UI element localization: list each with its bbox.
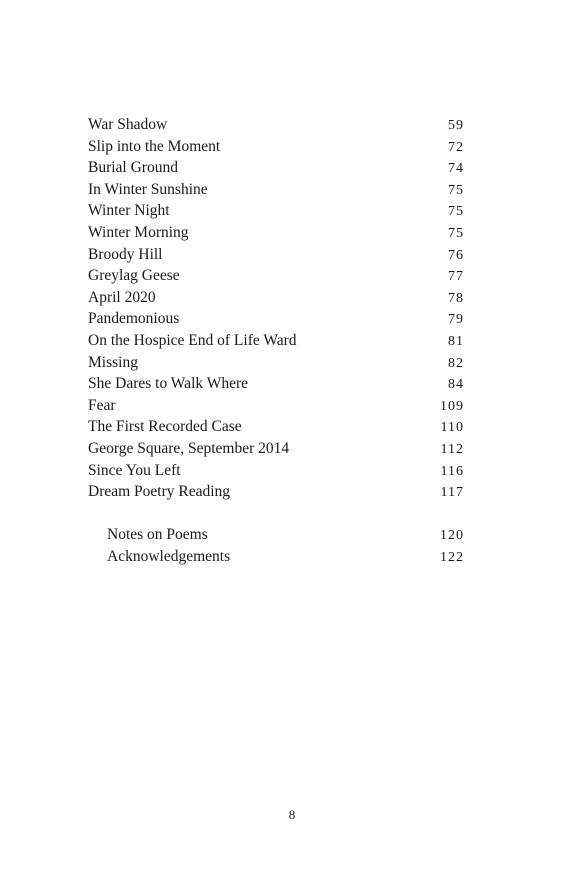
toc-entry-title: Winter Night [88, 202, 170, 220]
toc-back-matter-entry [88, 524, 464, 546]
toc-entry-title: Slip into the Moment [88, 137, 221, 155]
toc-entry [88, 308, 464, 330]
toc-entry-page: 78 [448, 290, 464, 306]
toc-entry-title: Broody Hill [88, 245, 163, 263]
toc-entry [88, 179, 464, 201]
toc-back-matter-entry [88, 546, 464, 568]
toc-entry-title: Greylag Geese [88, 267, 180, 285]
toc-entry-title: War Shadow [88, 116, 168, 133]
toc-entry [88, 352, 464, 374]
toc-entry-title: Since You Left [88, 461, 181, 479]
toc-entry [88, 395, 464, 417]
toc-entry-page: 74 [448, 161, 464, 177]
toc-entry-page: 72 [448, 139, 464, 155]
toc-entry-title: Pandemonious [88, 310, 180, 328]
toc-entry [88, 460, 464, 482]
toc-entry-title: Fear [88, 396, 116, 414]
toc-entry [88, 330, 464, 352]
toc-entry-title: Dream Poetry Reading [88, 483, 231, 501]
toc-entry-page: 79 [448, 312, 464, 328]
toc-entry [88, 287, 464, 309]
toc-entry-page: 120 [440, 528, 464, 544]
toc-entry [88, 265, 464, 287]
toc-entry-page: 110 [440, 420, 464, 436]
page-number: 8 [288, 807, 296, 822]
toc-entry [88, 200, 464, 222]
toc-entry-page: 122 [440, 549, 464, 565]
toc-entry-title: Winter Morning [88, 223, 189, 241]
toc-entry [88, 438, 464, 460]
toc-entry-page: 84 [448, 377, 464, 393]
toc-entry-title: Notes on Poems [107, 526, 208, 544]
toc-entry-title: George Square, September 2014 [88, 439, 290, 457]
toc-entry-title: On the Hospice End of Life Ward [88, 331, 297, 349]
table-of-contents [88, 114, 464, 567]
toc-entry-page: 59 [448, 118, 464, 133]
toc-entry-page: 75 [448, 182, 464, 198]
toc-entry-page: 82 [448, 355, 464, 371]
toc-entry [88, 114, 464, 136]
toc-entry-page: 75 [448, 225, 464, 241]
toc-entry-page: 75 [448, 204, 464, 220]
toc-entry [88, 416, 464, 438]
toc-entry-page: 76 [448, 247, 464, 263]
toc-entry-title: Burial Ground [88, 159, 178, 177]
toc-entry-title: April 2020 [88, 288, 156, 306]
toc-entry [88, 157, 464, 179]
toc-entry-title: Missing [88, 353, 138, 371]
toc-entry-title: Acknowledgements [107, 547, 231, 565]
toc-entry-title: In Winter Sunshine [88, 180, 208, 198]
toc-entry-title: She Dares to Walk Where [88, 375, 249, 393]
toc-entry [88, 222, 464, 244]
toc-entry-page: 77 [448, 269, 464, 285]
toc-entry-page: 109 [440, 398, 464, 414]
toc-entry-page: 81 [448, 333, 464, 349]
toc-entry-title: The First Recorded Case [88, 418, 242, 436]
toc-entry-page: 112 [440, 441, 464, 457]
toc-entry [88, 373, 464, 395]
toc-entry [88, 481, 464, 503]
toc-entry-page: 117 [440, 485, 464, 501]
toc-entry [88, 136, 464, 158]
section-gap [88, 503, 464, 525]
toc-entry [88, 244, 464, 266]
toc-entry-page: 116 [440, 463, 464, 479]
